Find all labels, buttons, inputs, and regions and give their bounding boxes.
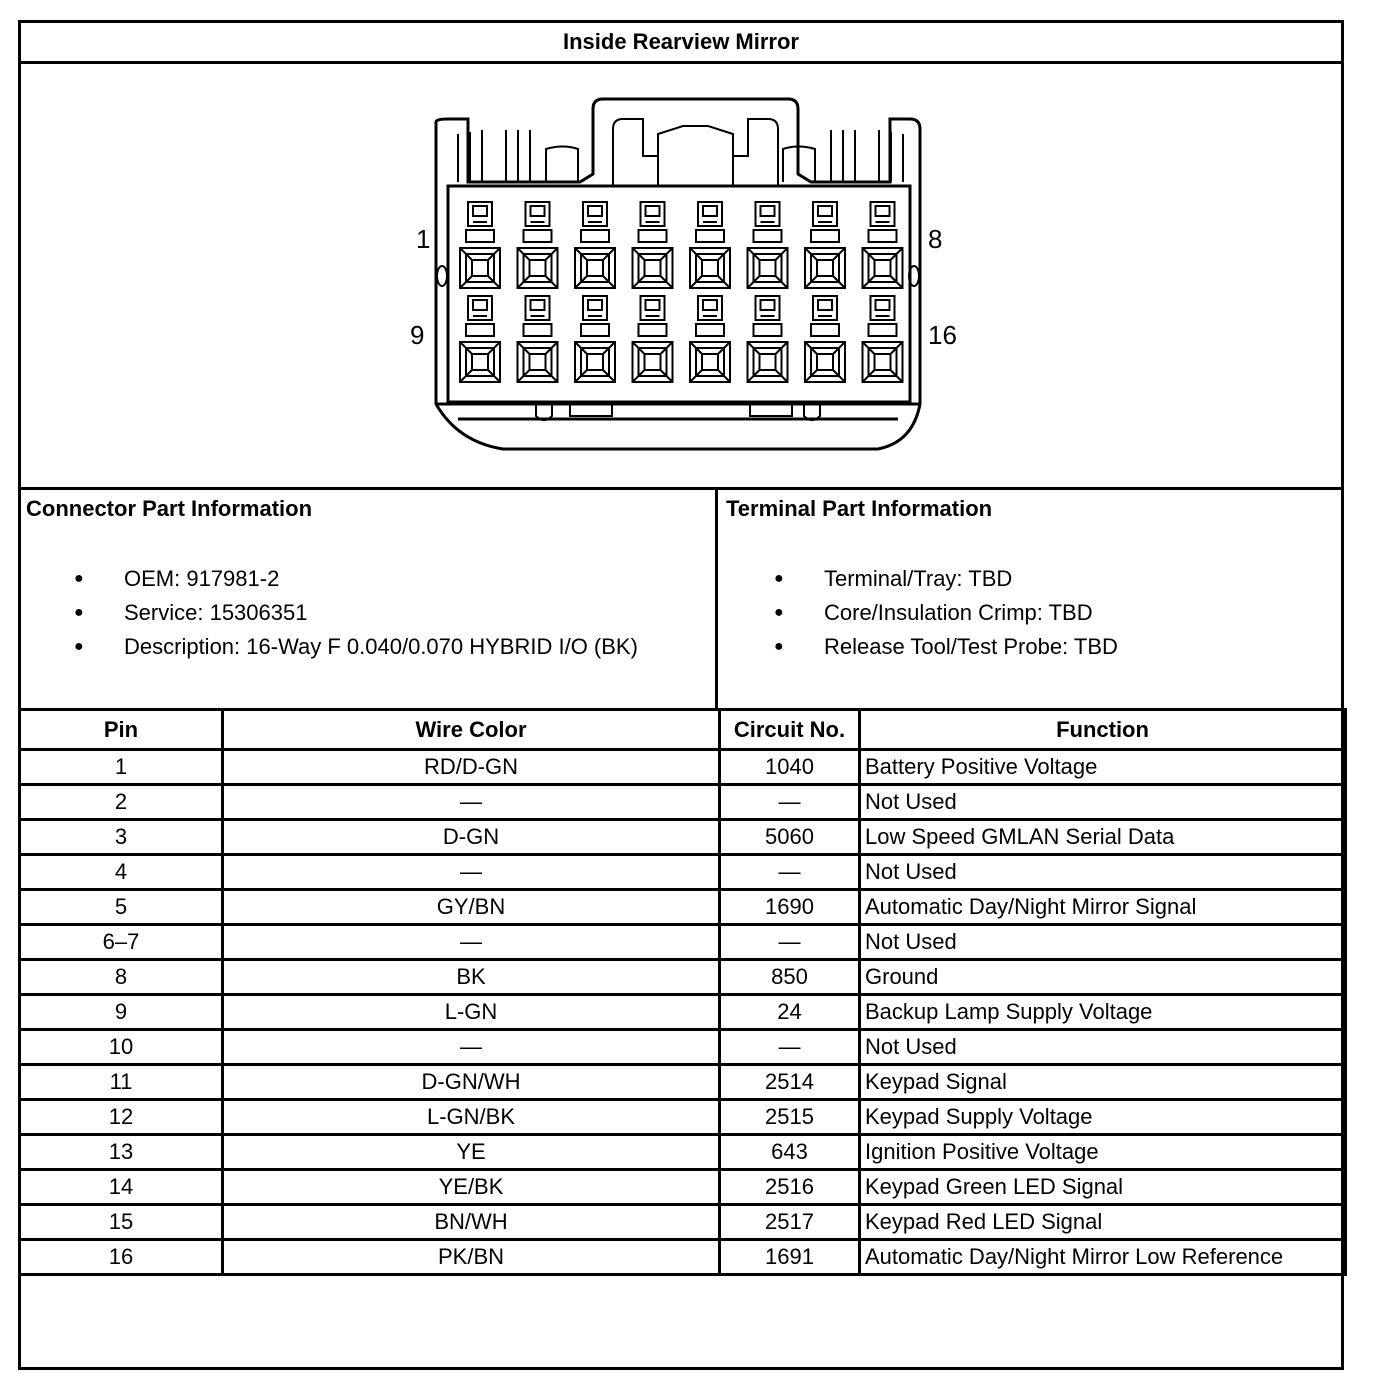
pin-cell: 9	[20, 995, 223, 1030]
connector-info-oem: ● OEM: 917981-2	[68, 562, 638, 596]
circuit-no-cell: 24	[720, 995, 860, 1030]
pin-16-label: 16	[928, 320, 957, 350]
terminal-cavity	[518, 296, 558, 382]
table-row	[20, 1170, 1346, 1205]
connector-face-drawing	[18, 64, 1344, 487]
pin-cell: 1	[20, 750, 223, 785]
connector-info-description: ● Description: 16-Way F 0.040/0.070 HYBRID I/O (BK)	[68, 630, 638, 664]
function-cell: Ground	[860, 960, 1346, 995]
function-cell: Not Used	[860, 785, 1346, 820]
pin-cell: 3	[20, 820, 223, 855]
terminal-cavity	[690, 296, 730, 382]
circuit-no-cell: 2517	[720, 1205, 860, 1240]
pinout-header-row	[20, 710, 1346, 750]
terminal-cavity	[805, 202, 845, 288]
circuit-no-cell: —	[720, 855, 860, 890]
terminal-info-tray: ● Terminal/Tray: TBD	[768, 562, 1118, 596]
wire-color-cell: YE	[223, 1135, 720, 1170]
function-cell: Keypad Signal	[860, 1065, 1346, 1100]
wire-color-cell: —	[223, 785, 720, 820]
pin-cell: 11	[20, 1065, 223, 1100]
function-cell: Automatic Day/Night Mirror Low Reference	[860, 1240, 1346, 1275]
wire-color-cell: L-GN	[223, 995, 720, 1030]
pin-9-label: 9	[410, 320, 425, 350]
terminal-cavity	[748, 296, 788, 382]
circuit-no-cell: 2515	[720, 1100, 860, 1135]
pin-cell: 13	[20, 1135, 223, 1170]
pin-cell: 15	[20, 1205, 223, 1240]
terminal-info-tool: ● Release Tool/Test Probe: TBD	[768, 630, 1118, 664]
table-row	[20, 1240, 1346, 1275]
function-cell: Keypad Supply Voltage	[860, 1100, 1346, 1135]
terminal-part-info	[718, 490, 1344, 708]
terminal-cavity	[805, 296, 845, 382]
wire-color-cell: D-GN/WH	[223, 1065, 720, 1100]
wire-color-cell: L-GN/BK	[223, 1100, 720, 1135]
table-row	[20, 1065, 1346, 1100]
circuit-no-cell: —	[720, 925, 860, 960]
table-row	[20, 960, 1346, 995]
function-cell: Backup Lamp Supply Voltage	[860, 995, 1346, 1030]
terminal-cavity	[518, 202, 558, 288]
function-cell: Battery Positive Voltage	[860, 750, 1346, 785]
circuit-no-cell: 850	[720, 960, 860, 995]
terminal-cavity	[575, 202, 615, 288]
terminal-cavity	[863, 296, 903, 382]
table-row	[20, 1205, 1346, 1240]
terminal-cavity	[575, 296, 615, 382]
wire-color-cell: D-GN	[223, 820, 720, 855]
circuit-no-cell: 1040	[720, 750, 860, 785]
circuit-no-cell: 2514	[720, 1065, 860, 1100]
pin-8-label: 8	[928, 224, 943, 254]
table-row	[20, 925, 1346, 960]
pin-cell: 5	[20, 890, 223, 925]
wire-color-cell: GY/BN	[223, 890, 720, 925]
table-row	[20, 1100, 1346, 1135]
pin-cell: 16	[20, 1240, 223, 1275]
function-cell: Low Speed GMLAN Serial Data	[860, 820, 1346, 855]
table-row	[20, 820, 1346, 855]
table-row	[20, 1030, 1346, 1065]
wire-color-cell: PK/BN	[223, 1240, 720, 1275]
terminal-info-list	[768, 562, 1118, 664]
function-cell: Not Used	[860, 855, 1346, 890]
table-row	[20, 785, 1346, 820]
table-row	[20, 890, 1346, 925]
connector-part-info	[18, 490, 718, 708]
table-row	[20, 1135, 1346, 1170]
pin-cell: 4	[20, 855, 223, 890]
circuit-no-cell: —	[720, 785, 860, 820]
terminal-cavity	[633, 296, 673, 382]
wire-color-cell: —	[223, 855, 720, 890]
connector-diagram	[18, 64, 1344, 490]
function-cell: Automatic Day/Night Mirror Signal	[860, 890, 1346, 925]
circuit-no-cell: 643	[720, 1135, 860, 1170]
circuit-no-cell: 1690	[720, 890, 860, 925]
terminal-cavity	[633, 202, 673, 288]
function-cell: Ignition Positive Voltage	[860, 1135, 1346, 1170]
pin-cell: 6–7	[20, 925, 223, 960]
wire-color-cell: —	[223, 1030, 720, 1065]
pinout-table	[18, 708, 1347, 1276]
pin-cell: 10	[20, 1030, 223, 1065]
terminal-cavity	[460, 296, 500, 382]
terminal-cavity	[460, 202, 500, 288]
pin-1-label: 1	[416, 224, 431, 254]
table-row	[20, 750, 1346, 785]
table-row	[20, 995, 1346, 1030]
wire-color-cell: —	[223, 925, 720, 960]
function-cell: Keypad Red LED Signal	[860, 1205, 1346, 1240]
wire-color-cell: BK	[223, 960, 720, 995]
function-cell: Not Used	[860, 1030, 1346, 1065]
pin-cell: 12	[20, 1100, 223, 1135]
terminal-cavity	[690, 202, 730, 288]
pin-cell: 2	[20, 785, 223, 820]
pin-cell: 14	[20, 1170, 223, 1205]
header-function: Function	[860, 710, 1346, 750]
header-circuit-no: Circuit No.	[720, 710, 860, 750]
terminal-info-crimp: ● Core/Insulation Crimp: TBD	[768, 596, 1118, 630]
connector-info-heading: Connector Part Information	[26, 496, 313, 521]
wire-color-cell: BN/WH	[223, 1205, 720, 1240]
header-wire-color: Wire Color	[223, 710, 720, 750]
connector-info-list	[68, 562, 638, 664]
circuit-no-cell: —	[720, 1030, 860, 1065]
connector-info-service: ● Service: 15306351	[68, 596, 638, 630]
circuit-no-cell: 2516	[720, 1170, 860, 1205]
function-cell: Not Used	[860, 925, 1346, 960]
function-cell: Keypad Green LED Signal	[860, 1170, 1346, 1205]
page-title: Inside Rearview Mirror	[18, 20, 1344, 64]
circuit-no-cell: 5060	[720, 820, 860, 855]
circuit-no-cell: 1691	[720, 1240, 860, 1275]
wire-color-cell: RD/D-GN	[223, 750, 720, 785]
table-row	[20, 855, 1346, 890]
terminal-cavity	[748, 202, 788, 288]
terminal-cavity	[863, 202, 903, 288]
pin-cell: 8	[20, 960, 223, 995]
terminal-info-heading: Terminal Part Information	[726, 496, 993, 521]
header-pin: Pin	[20, 710, 223, 750]
wire-color-cell: YE/BK	[223, 1170, 720, 1205]
